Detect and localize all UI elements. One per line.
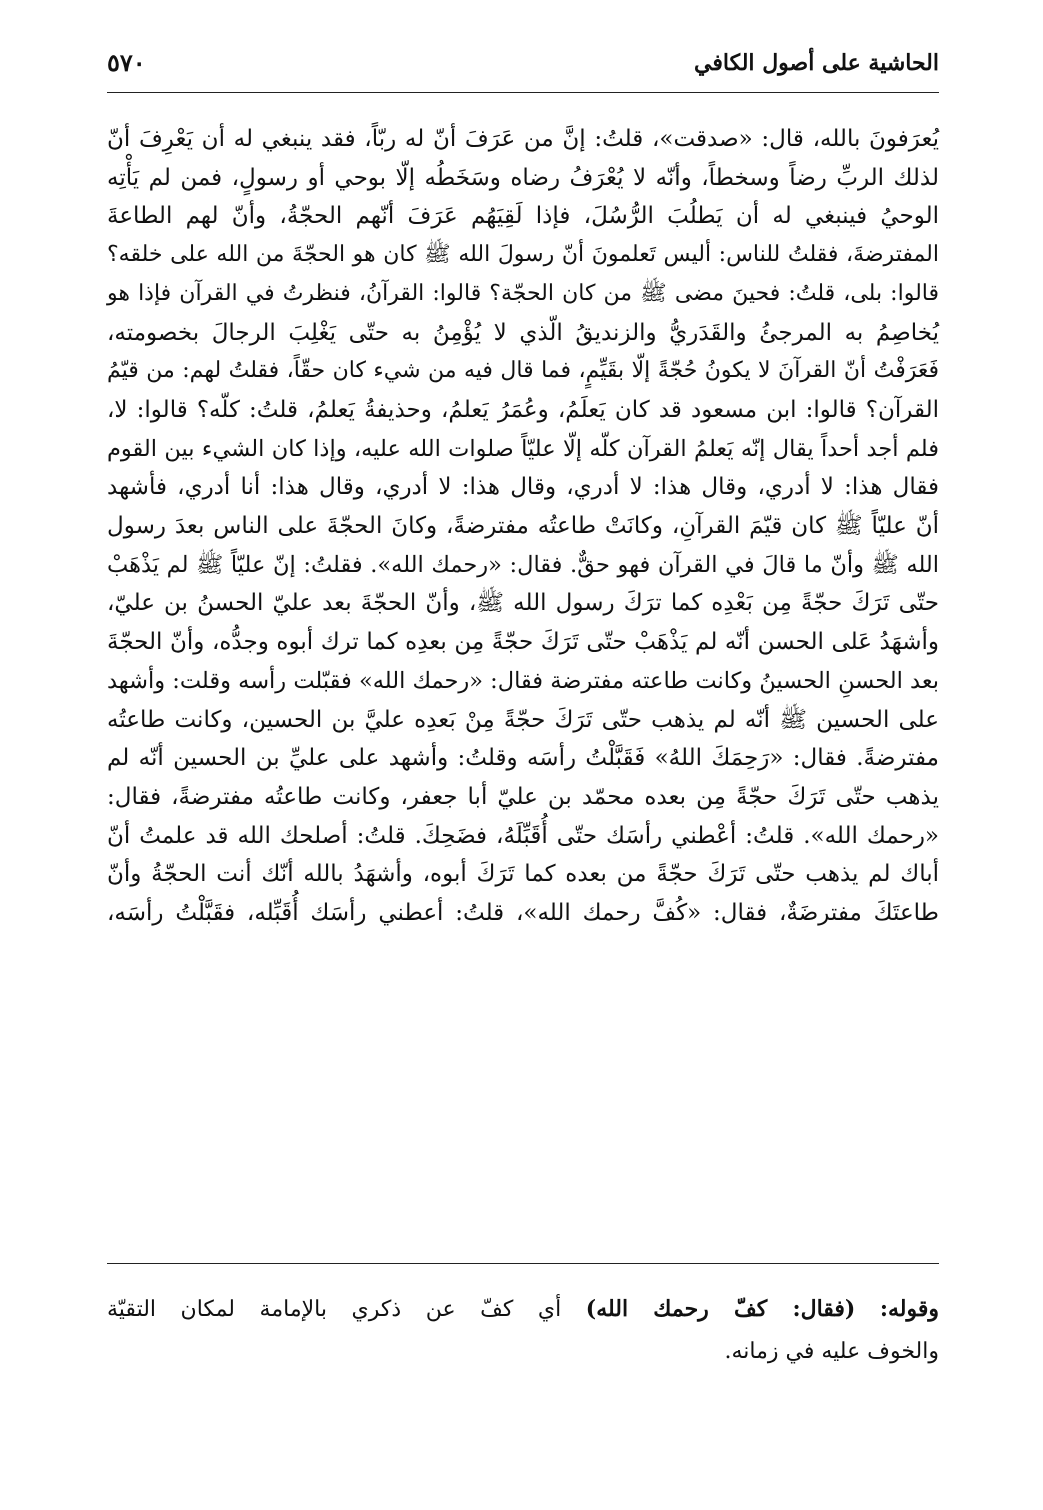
text-line: مفترضةً. فقال: «رَحِمَكَ اللهُ» فَقَبَّلْتُ رأسَه وقلتُ: وأشهد على عليِّ بن الحسين أنّه لم: [107, 745, 939, 772]
text-line: أنّ عليّاً ﷺ كان قيّمَ القرآنِ، وكانَتْ طاعتُه مفترضةً، وكانَ الحجّةَ على الناس بعدَ رسول: [107, 513, 939, 540]
footnote-line: والخوف عليه في زمانه.: [724, 1339, 939, 1364]
text-line: فلم أجد أحداً يقال إنّه يَعلمُ القرآن كلّه إلّا عليّاً صلوات الله عليه، وإذا كان الشيء بين القوم: [107, 435, 939, 462]
text-line: أباك لم يذهب حتّى تَرَكَ حجّةً من بعده كما تَرَكَ أبوه، وأشهَدُ بالله أنّك أنت الحجّةُ وأنّ: [107, 861, 939, 888]
text-line: طاعتَكَ مفترضَةٌ، فقال: «كُفَّ رحمك الله»، قلتُ: أعطني رأسَك أُقَبِّله، فقَبَّلْتُ رأسَه،: [107, 900, 939, 927]
header-divider: [107, 92, 939, 93]
page-number: ٥٧٠: [107, 48, 146, 77]
text-line: فَعَرَفْتُ أنّ القرآنَ لا يكونُ حُجّةً إلّا بقَيِّمٍ، فما قال فيه من شيء كان حقّاً، فقلتُ لهم: من قيّمُ: [107, 358, 939, 384]
footnote-text: أي كفّ عن ذكري بالإمامة لمكان التقيّة: [107, 1297, 562, 1322]
text-line: قالوا: بلى، قلتُ: فحينَ مضى ﷺ من كان الحجّة؟ قالوا: القرآنُ، فنظرتُ في القرآن فإذا هو: [107, 280, 939, 306]
text-line: وأشهَدُ عَلى الحسن أنّه لم يَذْهَبْ حتّى تَرَكَ حجّةً مِن بعدِه كما ترك أبوه وجدُّه، وأنّ الحجّةَ: [107, 629, 939, 656]
main-text-block: [107, 120, 939, 933]
footnote-lead: وقوله:: [879, 1296, 939, 1322]
text-line: فقال هذا: لا أدري، وقال هذا: لا أدري، وقال هذا: لا أدري، وقال هذا: أنا أدري، فأشهد: [107, 474, 939, 501]
text-line: حتّى تَرَكَ حجّةً مِن بَعْدِه كما ترَكَ رسول الله ﷺ، وأنّ الحجّةَ بعد عليّ الحسنُ بن عليّ،: [107, 590, 939, 617]
text-line: القرآن؟ قالوا: ابن مسعود قد كان يَعلَمُ، وعُمَرُ يَعلمُ، وحذيفةُ يَعلمُ، قلتُ: كلّه؟ قالوا: لا،: [107, 396, 939, 423]
text-line: الوحيُ فينبغي له أن يَطلُبَ الرُّسُلَ، فإذا لَقِيَهُم عَرَفَ أنّهم الحجّةُ، وأنّ لهم الطاعةَ: [107, 203, 939, 230]
footnote-line: [107, 1288, 939, 1331]
page-header: [107, 44, 939, 88]
text-line: «رحمك الله». قلتُ: أعْطني رأسَك حتّى أُقَبِّلَهُ، فضَحِكَ. قلتُ: أصلحك الله قد علمتُ أنّ: [107, 822, 939, 849]
text-line: الله ﷺ وأنّ ما قالَ في القرآن فهو حقٌّ. فقال: «رحمك الله». فقلتُ: إنّ عليّاً ﷺ لم يَذْهَبْ: [107, 551, 939, 578]
text-line: يُخاصِمُ به المرجئُ والقَدَريُّ والزنديقُ الّذي لا يُؤْمِنُ به حتّى يَغْلِبَ الرجالَ بخصومته،: [107, 319, 939, 346]
text-line: على الحسين ﷺ أنّه لم يذهب حتّى تَرَكَ حجّةً مِنْ بَعدِه عليَّ بن الحسين، وكانت طاعتُه: [107, 706, 939, 733]
text-line: المفترضةَ، فقلتُ للناس: أليس تَعلمونَ أنّ رسولَ الله ﷺ كان هو الحجّةَ من الله على خلقه؟: [107, 242, 939, 268]
running-title: الحاشية على أصول الكافي: [694, 50, 939, 76]
text-line: لذلك الربِّ رضاً وسخطاً، وأنّه لا يُعْرَفُ رضاه وسَخَطُه إلّا بوحي أو رسولٍ، فمن لم يَأْتِه: [107, 164, 939, 191]
text-line: يُعرَفونَ بالله، قال: «صدقت»، قلتُ: إنَّ من عَرَفَ أنّ له ربّاً، فقد ينبغي له أن يَعْرِفَ أنّ: [107, 126, 939, 152]
footnote-block: [107, 1288, 939, 1373]
footnote-divider: [107, 1263, 939, 1264]
text-line: يذهب حتّى تَرَكَ حجّةً مِن بعده محمّد بن عليّ أبا جعفر، وكانت طاعتُه مفترضةً، فقال:: [107, 783, 939, 810]
text-line: بعد الحسنِ الحسينُ وكانت طاعته مفترضة فقال: «رحمك الله» فقبّلت رأسه وقلت: وأشهد: [106, 667, 939, 694]
footnote-quote: (فقال: كفّ رحمك الله): [585, 1296, 856, 1322]
